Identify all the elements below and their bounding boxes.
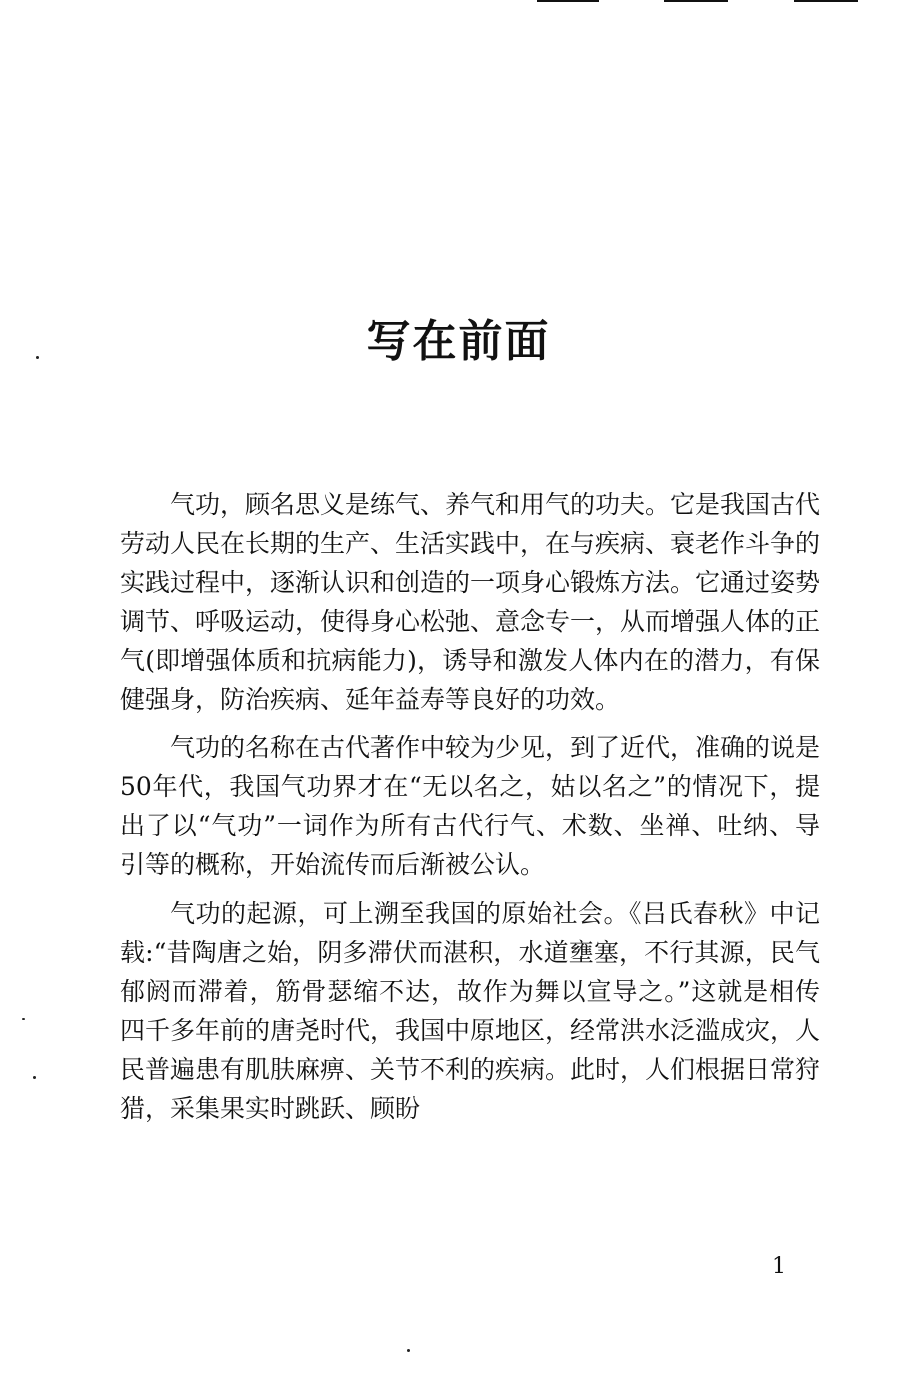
body-text [120,486,820,1129]
top-rule-right [794,0,858,2]
top-rule-middle [664,0,728,2]
paragraph: 气功的名称在古代著作中较为少见，到了近代，准确的说是50年代，我国气功界才在“无以名之，姑以名之”的情况下，提出了以“气功”一词作为所有古代行气、术数、坐禅、吐纳、导引等的概称，开始流传而后渐被公认。 [120,733,821,880]
page-number: 1 [772,1254,786,1279]
paragraph: 气功，顾名思义是练气、养气和用气的功夫。它是我国古代劳动人民在长期的生产、生活实践中，在与疾病、衰老作斗争的实践过程中，逐渐认识和创造的一项身心锻炼方法。它通过姿势调节、呼吸运动，使得身心松弛、意念专一，从而增强人体的正气(即增强体质和抗病能力)，诱导和激发人体内在的潜力，有保健强身，防治疾病、延年益寿等良好的功效。 [120,490,821,714]
paragraph: 气功的起源，可上溯至我国的原始社会。《吕氏春秋》中记载:“昔陶唐之始，阴多滞伏而湛积，水道壅塞，不行其源，民气郁阏而滞着，筋骨瑟缩不达，故作为舞以宣导之。”这就是相传四千多年前的唐尧时代，我国中原地区，经常洪水泛滥成灾，人民普遍患有肌肤麻痹、关节不利的疾病。此时，人们根据日常狩猎，采集果实时跳跃、顾盼 [120,899,821,1123]
scan-speck [33,1076,36,1079]
scan-speck [22,1018,25,1020]
top-rule-left [537,0,599,2]
page-title: 写在前面 [366,316,551,367]
scan-speck [407,1349,410,1352]
